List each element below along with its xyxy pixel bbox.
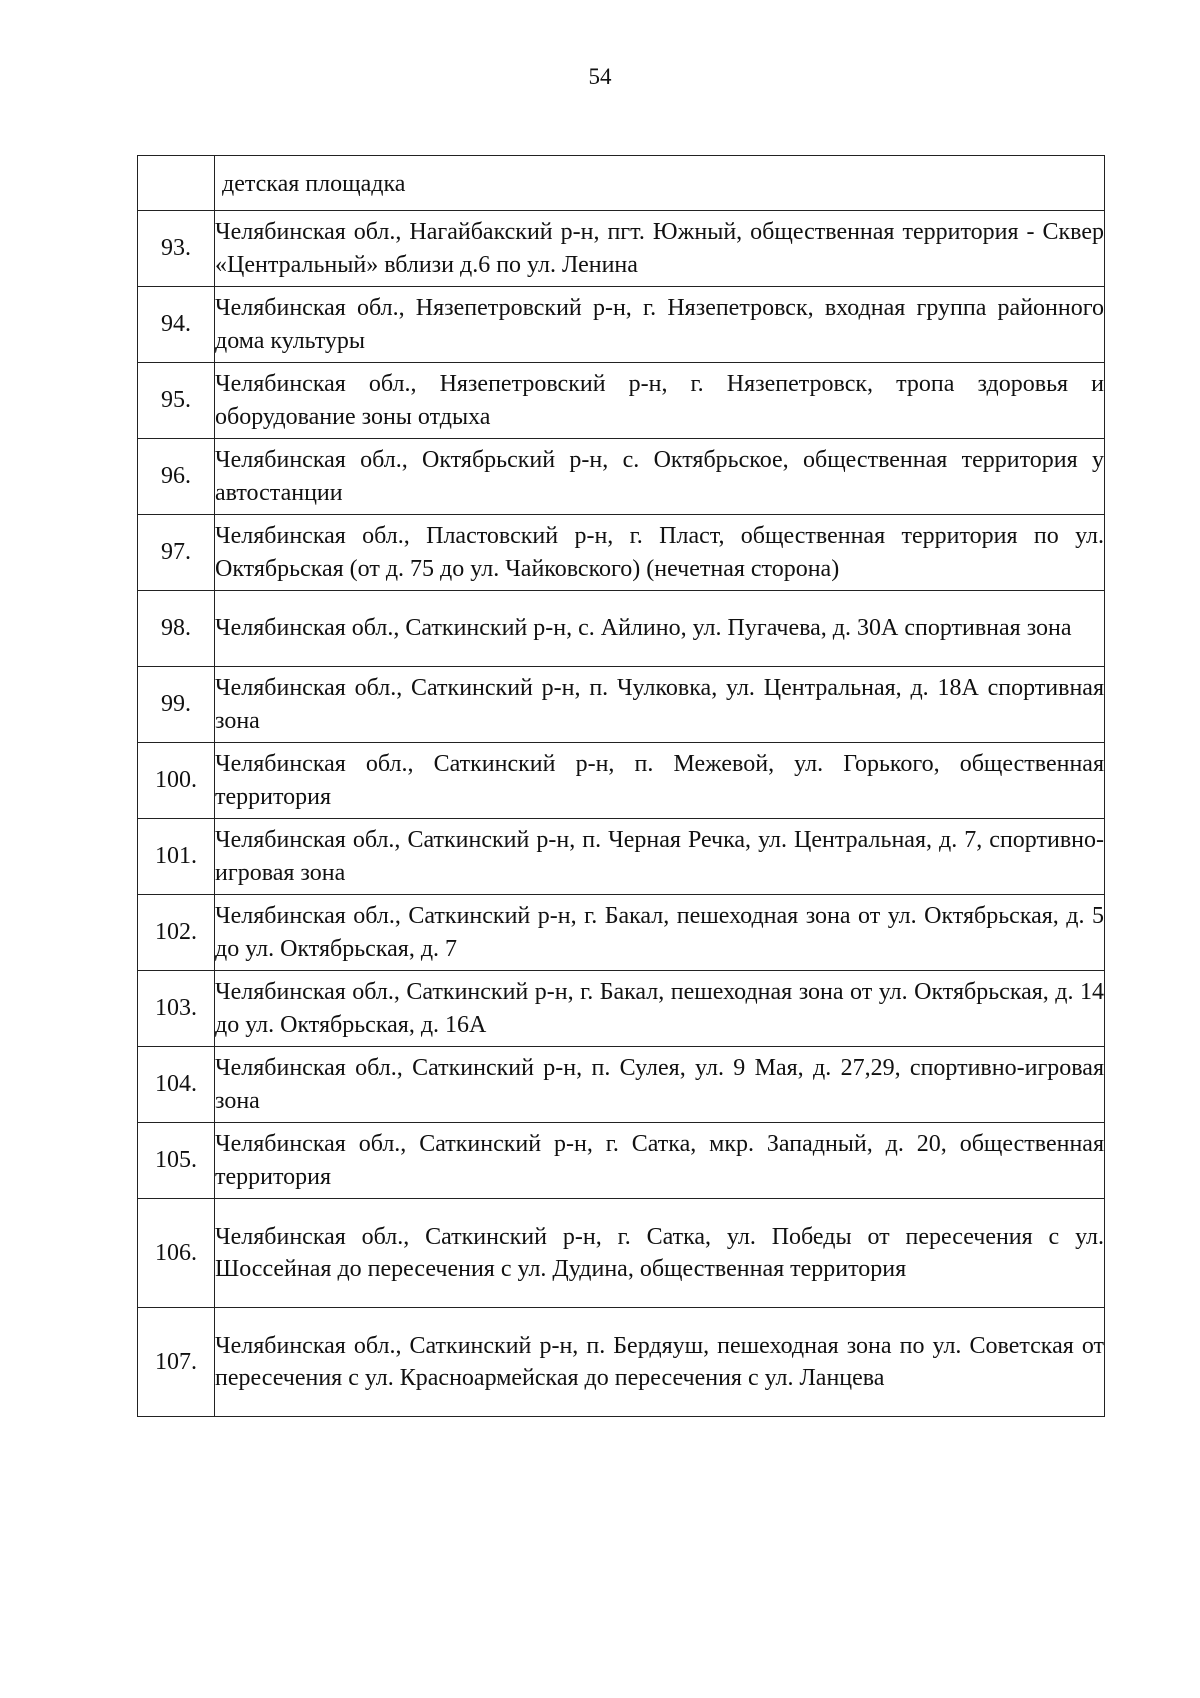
row-description: детская площадка (215, 156, 1105, 211)
row-number: 100. (138, 743, 215, 819)
table-row (138, 515, 1105, 591)
page-number: 54 (588, 64, 612, 89)
row-description: Челябинская обл., Саткинский р-н, п. Межевой, ул. Горького, общественная территория (215, 743, 1105, 819)
table-row (138, 971, 1105, 1047)
row-description: Челябинская обл., Саткинский р-н, п. Бердяуш, пешеходная зона по ул. Советская от пересечения с ул. Красноармейская до пересечения с ул. Ланцева (215, 1308, 1105, 1417)
row-number: 101. (138, 819, 215, 895)
table-row (138, 1047, 1105, 1123)
table-row (138, 743, 1105, 819)
row-number: 95. (138, 363, 215, 439)
table-row (138, 363, 1105, 439)
row-description: Челябинская обл., Саткинский р-н, п. Сулея, ул. 9 Мая, д. 27,29, спортивно-игровая зона (215, 1047, 1105, 1123)
row-description: Челябинская обл., Нязепетровский р-н, г. Нязепетровск, входная группа районного дома культуры (215, 287, 1105, 363)
row-description: Челябинская обл., Саткинский р-н, п. Черная Речка, ул. Центральная, д. 7, спортивно-игровая зона (215, 819, 1105, 895)
table-row (138, 667, 1105, 743)
row-number: 103. (138, 971, 215, 1047)
table-row (138, 1308, 1105, 1417)
row-number: 93. (138, 211, 215, 287)
table-row (138, 1123, 1105, 1199)
table-row (138, 895, 1105, 971)
table-row (138, 439, 1105, 515)
row-description: Челябинская обл., Саткинский р-н, п. Чулковка, ул. Центральная, д. 18А спортивная зона (215, 667, 1105, 743)
row-description: Челябинская обл., Саткинский р-н, с. Айлино, ул. Пугачева, д. 30А спортивная зона (215, 591, 1105, 667)
row-number: 98. (138, 591, 215, 667)
row-number: 99. (138, 667, 215, 743)
table-row (138, 819, 1105, 895)
row-number: 106. (138, 1199, 215, 1308)
row-description: Челябинская обл., Саткинский р-н, г. Сатка, мкр. Западный, д. 20, общественная территория (215, 1123, 1105, 1199)
row-description: Челябинская обл., Саткинский р-н, г. Бакал, пешеходная зона от ул. Октябрьская, д. 14 до ул. Октябрьская, д. 16А (215, 971, 1105, 1047)
row-number: 102. (138, 895, 215, 971)
row-description: Челябинская обл., Саткинский р-н, г. Сатка, ул. Победы от пересечения с ул. Шоссейная до пересечения с ул. Дудина, общественная территория (215, 1199, 1105, 1308)
row-description: Челябинская обл., Нагайбакский р-н, пгт. Южный, общественная территория - Сквер «Центральный» вблизи д.6 по ул. Ленина (215, 211, 1105, 287)
table-row (138, 211, 1105, 287)
row-description: Челябинская обл., Октябрьский р-н, с. Октябрьское, общественная территория у автостанции (215, 439, 1105, 515)
row-description: Челябинская обл., Нязепетровский р-н, г. Нязепетровск, тропа здоровья и оборудование зоны отдыха (215, 363, 1105, 439)
table-row (138, 591, 1105, 667)
row-description: Челябинская обл., Пластовский р-н, г. Пласт, общественная территория по ул. Октябрьская (от д. 75 до ул. Чайковского) (нечетная сторона) (215, 515, 1105, 591)
row-number: 96. (138, 439, 215, 515)
table-row (138, 156, 1105, 211)
table-row (138, 1199, 1105, 1308)
row-description: Челябинская обл., Саткинский р-н, г. Бакал, пешеходная зона от ул. Октябрьская, д. 5 до ул. Октябрьская, д. 7 (215, 895, 1105, 971)
table-row (138, 287, 1105, 363)
row-number (138, 156, 215, 211)
row-number: 94. (138, 287, 215, 363)
row-number: 105. (138, 1123, 215, 1199)
row-number: 107. (138, 1308, 215, 1417)
row-number: 104. (138, 1047, 215, 1123)
objects-table (137, 155, 1105, 1417)
row-number: 97. (138, 515, 215, 591)
